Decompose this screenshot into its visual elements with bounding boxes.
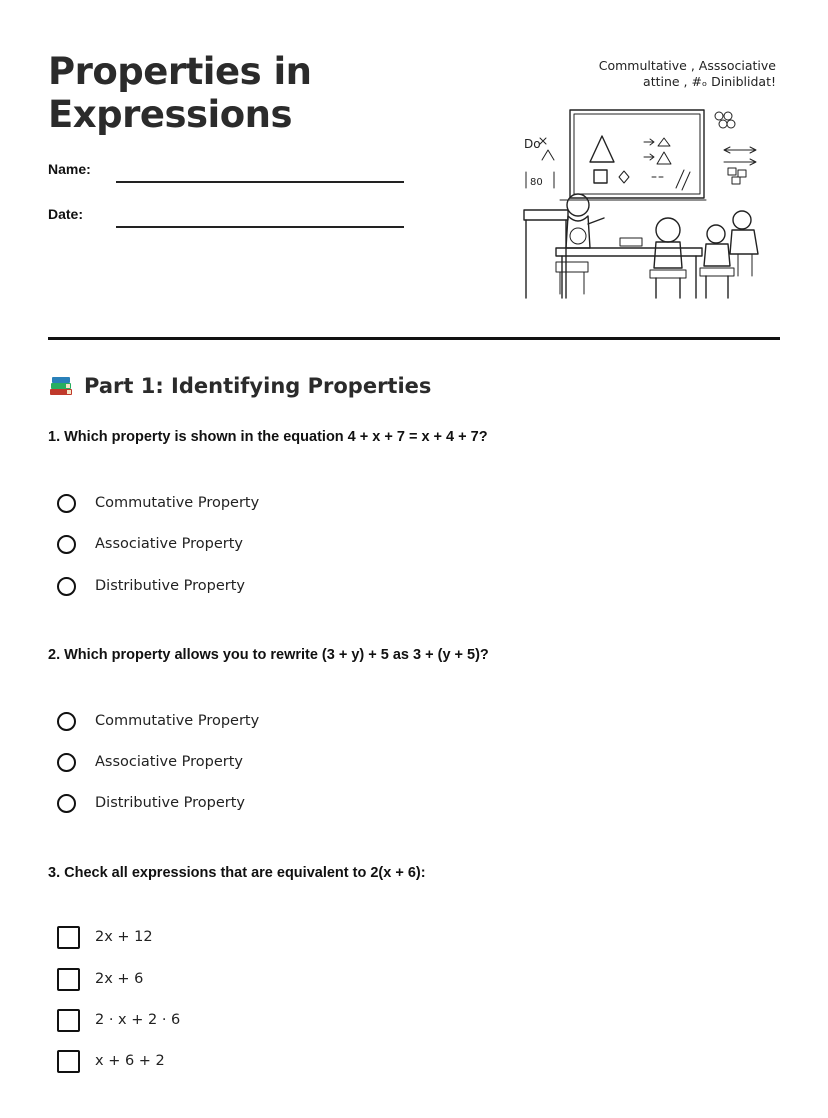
q1-option-2[interactable] xyxy=(57,531,243,557)
name-field[interactable] xyxy=(116,181,404,183)
checkbox[interactable] xyxy=(57,1050,80,1073)
svg-text:Do: Do xyxy=(524,137,541,151)
svg-text:80: 80 xyxy=(530,177,543,188)
title-line-1: Properties in xyxy=(48,50,312,93)
q2-option-2[interactable] xyxy=(57,749,243,775)
checkbox[interactable] xyxy=(57,926,80,949)
option-label: 2x + 6 xyxy=(95,971,144,987)
worksheet-title xyxy=(48,50,312,136)
classroom-drawing xyxy=(516,58,786,308)
name-label: Name: xyxy=(48,161,91,177)
radio-button[interactable] xyxy=(57,753,76,772)
q3-option-3[interactable] xyxy=(57,1007,180,1033)
option-label: Distributive Property xyxy=(95,578,245,594)
date-label: Date: xyxy=(48,206,84,222)
option-label: Associative Property xyxy=(95,536,243,552)
section-divider xyxy=(48,337,780,340)
books-icon xyxy=(48,374,74,398)
section-title: Part 1: Identifying Properties xyxy=(84,374,432,398)
question-2: 2. Which property allows you to rewrite (3 + y) + 5 as 3 + (y + 5)? xyxy=(48,647,489,663)
checkbox[interactable] xyxy=(57,968,80,991)
option-label: 2 · x + 2 · 6 xyxy=(95,1012,181,1028)
q3-option-2[interactable] xyxy=(57,966,143,992)
date-field[interactable] xyxy=(116,226,404,228)
title-line-2: Expressions xyxy=(48,93,292,136)
radio-button[interactable] xyxy=(57,535,76,554)
radio-button[interactable] xyxy=(57,494,76,513)
option-label: 2x + 12 xyxy=(95,929,153,945)
option-label: Associative Property xyxy=(95,754,243,770)
q2-option-3[interactable] xyxy=(57,790,245,816)
caption-line-2: attine , #ₒ Diniblidat! xyxy=(643,74,776,89)
option-label: Commutative Property xyxy=(95,713,260,729)
caption-line-1: Commultative , Asssociative xyxy=(598,58,776,73)
radio-button[interactable] xyxy=(57,577,76,596)
question-1: 1. Which property is shown in the equation 4 + x + 7 = x + 4 + 7? xyxy=(48,429,488,445)
checkbox[interactable] xyxy=(57,1009,80,1032)
question-3: 3. Check all expressions that are equivalent to 2(x + 6): xyxy=(48,865,426,881)
q3-option-1[interactable] xyxy=(57,924,153,950)
option-label: Commutative Property xyxy=(95,495,260,511)
q1-option-1[interactable] xyxy=(57,490,259,516)
q2-option-1[interactable] xyxy=(57,708,259,734)
q1-option-3[interactable] xyxy=(57,573,245,599)
radio-button[interactable] xyxy=(57,712,76,731)
section-heading xyxy=(48,374,431,398)
option-label: x + 6 + 2 xyxy=(95,1053,165,1069)
radio-button[interactable] xyxy=(57,794,76,813)
q3-option-4[interactable] xyxy=(57,1048,165,1074)
classroom-illustration xyxy=(516,58,786,308)
option-label: Distributive Property xyxy=(95,795,245,811)
